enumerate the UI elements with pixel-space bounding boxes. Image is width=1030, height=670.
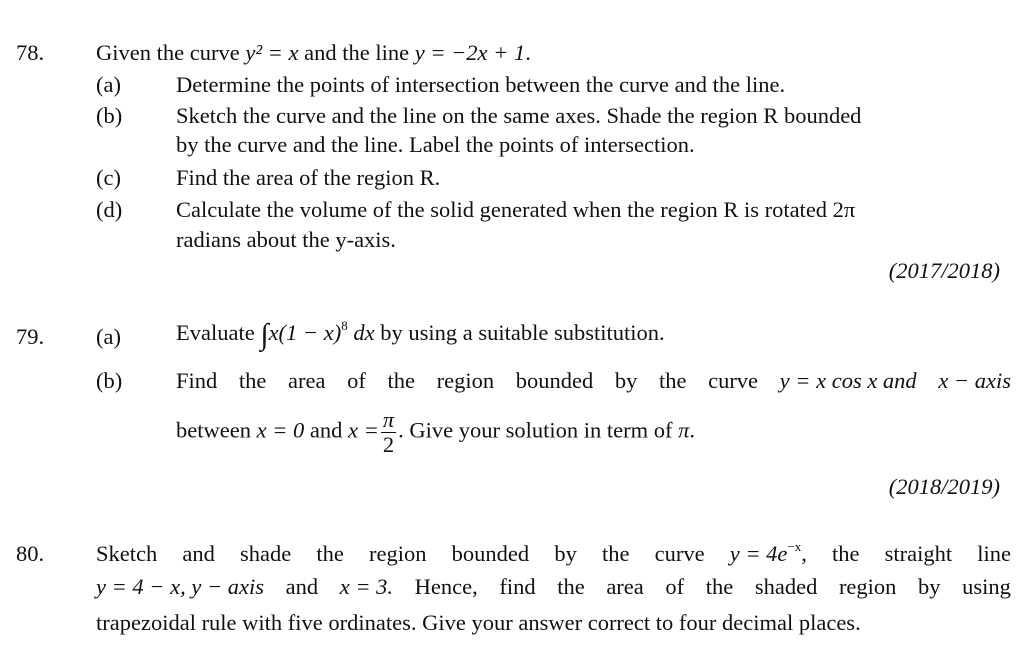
q80-word: line [977, 541, 1011, 566]
q79-dx: dx [353, 320, 375, 345]
q79-part-b-label: (b) [96, 368, 123, 393]
q78-part-d-label: (d) [96, 197, 123, 222]
q79-b-curve: y = x cos x and [779, 368, 917, 393]
q78-part-c-label: (c) [96, 165, 121, 190]
q80-comma: , [801, 541, 807, 566]
q78-part-b-label: (b) [96, 103, 123, 128]
q79-b-word: region [436, 368, 495, 393]
q78-part-c-text: Find the area of the region R. [176, 165, 441, 190]
q78-part-b-line1: Sketch the curve and the line on the same axes. Shade the region R bounded [176, 103, 862, 128]
q79-power: 8 [341, 318, 348, 333]
q79-year: (2018/2019) [888, 474, 1000, 499]
q79-b-word: the [387, 368, 415, 393]
q80-word: region [369, 541, 427, 566]
q80-line2 [96, 572, 1011, 601]
q80-word: and [285, 574, 319, 599]
q80-word: Sketch [96, 541, 158, 566]
q80-word: the [705, 574, 734, 599]
q78-stem-post: . [525, 40, 531, 65]
q79-b-word: of [347, 368, 366, 393]
q79-b-word: curve [708, 368, 759, 393]
q80-word: straight [884, 541, 953, 566]
q80-word: the [831, 541, 860, 566]
q80-word: the [557, 574, 585, 599]
q78-part-d-line1: Calculate the volume of the solid generated when the region R is rotated 2π [176, 197, 856, 222]
q78-part-a-text: Determine the points of intersection between the curve and the line. [176, 72, 786, 97]
question-78-stem [96, 38, 531, 67]
q78-part-a-label: (a) [96, 72, 121, 97]
q78-stem-mid: and the line [298, 40, 415, 65]
question-80-number: 80. [16, 541, 45, 566]
fraction-denominator: 2 [382, 431, 395, 457]
q80-word: by [554, 541, 577, 566]
q78-stem-pre: Given the curve [96, 40, 246, 65]
q79-b-axis: x − axis [938, 368, 1011, 393]
q79-b-and: and [309, 417, 343, 443]
q80-exponent: −x [787, 539, 802, 554]
q80-word: of [665, 574, 685, 599]
q80-word: area [606, 574, 644, 599]
q78-year: (2017/2018) [888, 258, 1000, 283]
q80-word: by [918, 574, 941, 599]
q80-word: and [182, 541, 215, 566]
q80-word: shaded [754, 574, 818, 599]
q78-part-d-line2: radians about the y-axis. [176, 227, 396, 252]
q79-b-word: the [238, 368, 267, 393]
q79-part-a-text [176, 318, 665, 350]
q80-word: shade [240, 541, 292, 566]
q79-b-word: the [658, 368, 687, 393]
q79-b-post: . Give your solution in term of [398, 417, 673, 443]
q79-b-x0: x = 0 [256, 417, 305, 443]
fraction-numerator: π [382, 407, 395, 432]
q79-a-post: by using a suitable substitution. [380, 320, 665, 345]
q80-line1 [96, 539, 1011, 568]
q78-curve: y² = x [245, 40, 299, 65]
q80-line-eq: y = 4 − x, y − axis [96, 574, 265, 599]
q80-curve-base: y = 4e [729, 541, 788, 566]
q79-b-word: Find [176, 368, 218, 393]
q78-line: y = −2x + 1 [414, 40, 526, 65]
question-78-number: 78. [16, 40, 45, 65]
question-79-number: 79. [16, 324, 45, 349]
q80-word: bounded [451, 541, 530, 566]
q79-integrand: x(1 − x) [268, 320, 342, 345]
q80-line3: trapezoidal rule with five ordinates. Give your answer correct to four decimal places. [96, 610, 861, 635]
q79-part-b-line2 [176, 408, 695, 456]
q79-b-pi: π [678, 417, 690, 443]
q79-b-between: between [176, 417, 251, 443]
q80-x3: x = 3. [339, 574, 394, 599]
q79-b-word: bounded [515, 368, 594, 393]
q79-part-b-line1 [176, 366, 1011, 395]
q80-word: using [962, 574, 1011, 599]
integral-icon: ∫ [260, 318, 269, 351]
q79-b-word: area [288, 368, 326, 393]
q79-b-end: . [689, 417, 695, 443]
q78-part-b-line2: by the curve and the line. Label the points of intersection. [176, 132, 695, 157]
pi-over-2-fraction [381, 408, 396, 456]
q80-word: the [601, 541, 630, 566]
q80-word: Hence, [414, 574, 478, 599]
q79-b-word: by [614, 368, 638, 393]
q80-curve [730, 539, 807, 568]
q80-word: find [499, 574, 536, 599]
q79-a-pre: Evaluate [176, 320, 255, 345]
q79-part-a-label: (a) [96, 324, 121, 349]
q79-b-x: x = [348, 417, 379, 443]
q80-word: curve [654, 541, 705, 566]
q80-word: region [838, 574, 897, 599]
q80-word: the [316, 541, 344, 566]
